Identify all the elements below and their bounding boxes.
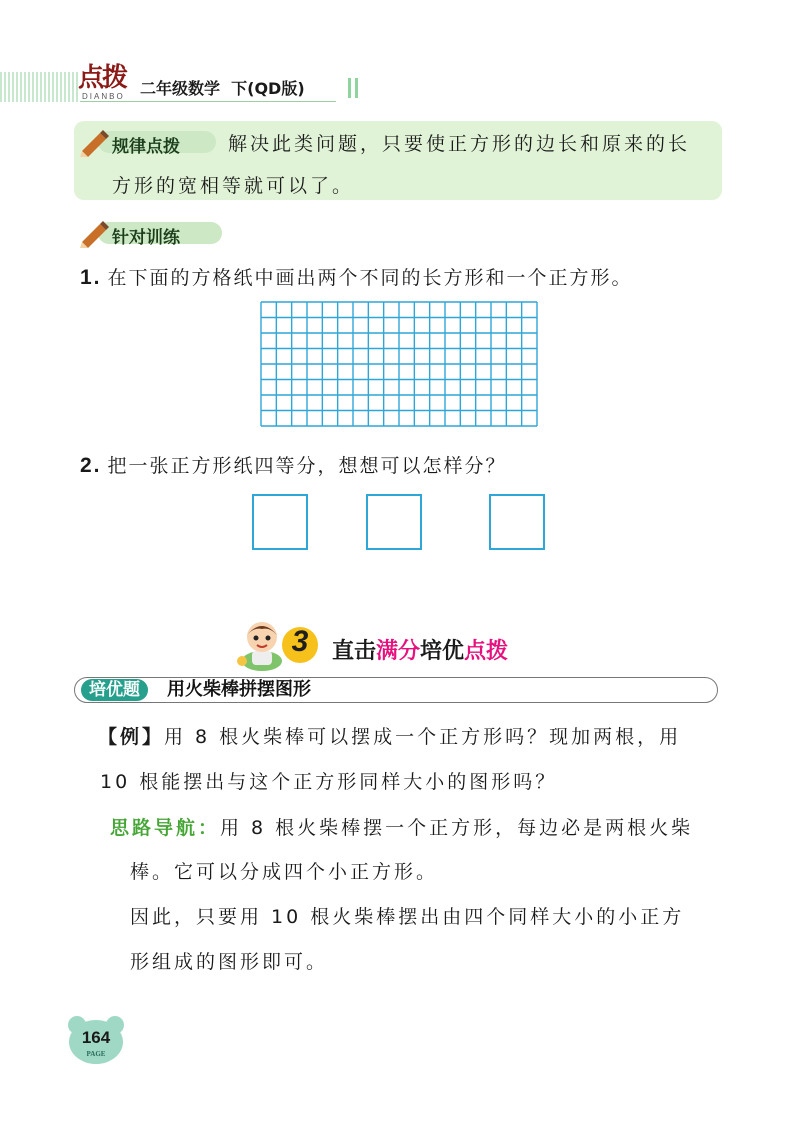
- section-title: [232, 617, 572, 673]
- topic-tag: 培优题: [81, 679, 148, 701]
- header-bars-icon: [348, 78, 360, 98]
- tip-tag: [78, 129, 216, 155]
- question-1-text: 在下面的方格纸中画出两个不同的长方形和一个正方形。: [107, 267, 633, 289]
- book-title: 二年级数学 下(QD版): [140, 79, 305, 98]
- section-heading-part: 直击: [332, 639, 377, 664]
- hint-text-1: 用 8 根火柴棒摆一个正方形，每边必是两根火柴: [220, 817, 694, 839]
- section-heading-part: 满分: [376, 639, 421, 664]
- pencil-icon: [78, 220, 110, 248]
- page-number: 164: [81, 1028, 111, 1047]
- example-line-2: 10 根能摆出与这个正方形同样大小的图形吗？: [100, 771, 558, 793]
- example-label: 【例】: [98, 726, 165, 748]
- page-label: PAGE: [86, 1050, 106, 1058]
- example-line-1: [98, 722, 681, 749]
- page-badge-shape: [66, 1014, 126, 1066]
- question-2: [80, 451, 507, 478]
- hint-line-4: 形组成的图形即可。: [130, 951, 329, 973]
- question-1-number: 1.: [80, 266, 102, 289]
- logo-sub-text: DIANBO: [82, 92, 125, 101]
- pencil-icon: [78, 129, 110, 157]
- square-paper-2[interactable]: [366, 494, 422, 550]
- header-stripe: [0, 72, 80, 102]
- hint-line-3: 因此，只要用 10 根火柴棒摆出由四个同样大小的小正方: [130, 906, 685, 928]
- tip-text-line-2: 方形的宽相等就可以了。: [112, 175, 355, 197]
- brand-logo: [78, 63, 134, 105]
- question-2-text: 把一张正方形纸四等分，想想可以怎样分？: [107, 455, 507, 477]
- hint-label: 思路导航：: [110, 817, 221, 839]
- logo-main-text: 点拨: [78, 63, 127, 93]
- section-heading: [332, 634, 508, 665]
- square-paper-3[interactable]: [489, 494, 545, 550]
- example-text-1: 用 8 根火柴棒可以摆成一个正方形吗？现加两根，用: [164, 726, 682, 748]
- practice-tag: [78, 220, 222, 246]
- question-2-number: 2.: [80, 454, 102, 477]
- grid-paper-svg: [260, 301, 538, 427]
- question-1: [80, 263, 633, 290]
- section-heading-part: 点拨: [464, 639, 509, 664]
- practice-tag-label: 针对训练: [112, 228, 180, 248]
- tip-tag-label: 规律点拨: [112, 137, 180, 157]
- topic-bar: [74, 677, 718, 703]
- hint-line-2: 棒。它可以分成四个小正方形。: [130, 861, 439, 883]
- square-paper-1[interactable]: [252, 494, 308, 550]
- section-number: 3: [291, 625, 309, 658]
- grid-paper[interactable]: [260, 301, 538, 427]
- section-heading-part: 培优: [420, 639, 465, 664]
- tip-text-line-1: 解决此类问题，只要使正方形的边长和原来的长: [228, 133, 691, 155]
- page-number-badge: [66, 1014, 126, 1066]
- hint-line-1: [110, 813, 693, 840]
- topic-title: 用火柴棒拼摆图形: [167, 679, 311, 700]
